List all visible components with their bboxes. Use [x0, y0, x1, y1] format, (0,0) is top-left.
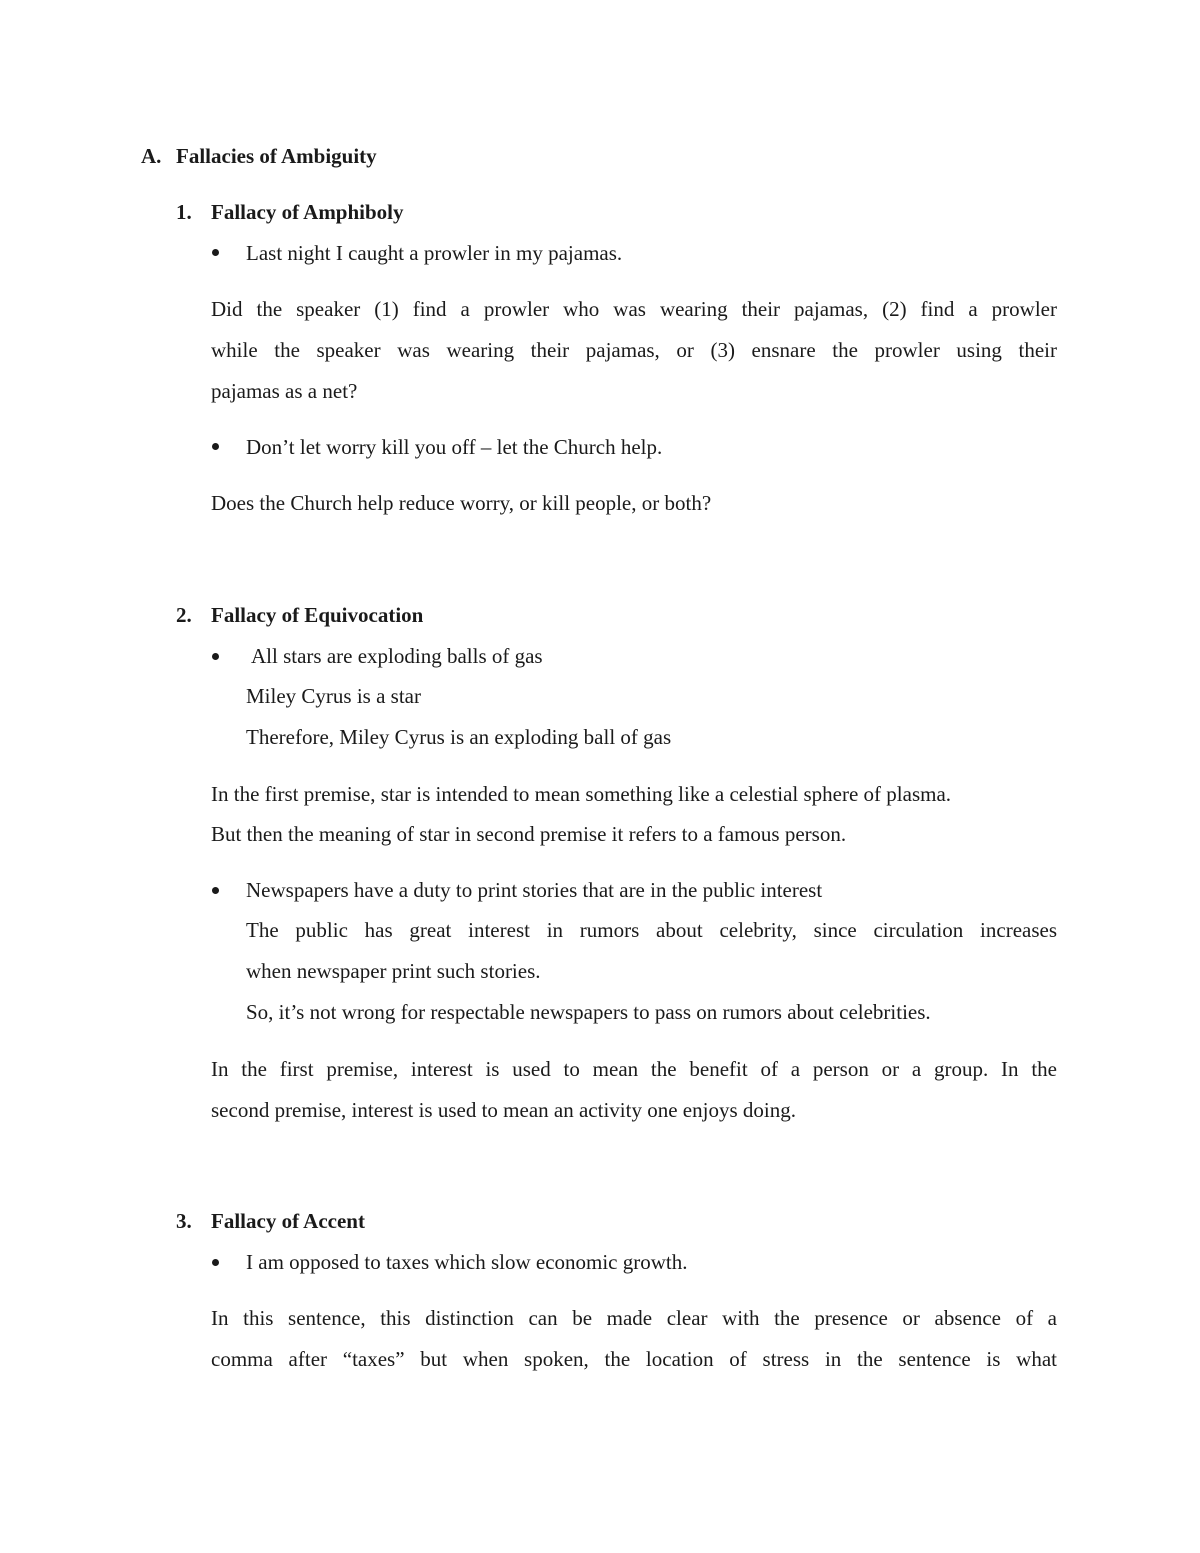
subsection-title: Fallacy of Equivocation [211, 603, 424, 627]
explanation-line: while the speaker was wearing their pajamas, or (3) ensnare the prowler using their [211, 338, 1057, 362]
example-text: Last night I caught a prowler in my pajamas. [246, 241, 623, 265]
explanation-line: In the first premise, interest is used to mean the benefit of a person or a group. In the [211, 1057, 1057, 1081]
example-text: All stars are exploding balls of gas [251, 644, 543, 668]
bullet-icon [212, 443, 219, 450]
explanation-line: In this sentence, this distinction can be made clear with the presence or absence of a [211, 1306, 1057, 1330]
section-letter: A. [141, 144, 162, 168]
example-text: Newspapers have a duty to print stories that are in the public interest [246, 878, 823, 902]
explanation-line: pajamas as a net? [211, 379, 358, 403]
explanation-line: Did the speaker (1) find a prowler who was wearing their pajamas, (2) find a prowler [211, 297, 1057, 321]
section-title: Fallacies of Ambiguity [176, 144, 377, 168]
bullet-icon [212, 1259, 219, 1266]
bullet-icon [212, 249, 219, 256]
example-text: So, it’s not wrong for respectable newspapers to pass on rumors about celebrities. [246, 1000, 931, 1024]
bullet-icon [212, 653, 219, 660]
example-text: Don’t let worry kill you off – let the Church help. [246, 435, 663, 459]
example-text: Therefore, Miley Cyrus is an exploding ball of gas [246, 725, 672, 749]
example-text: I am opposed to taxes which slow economic growth. [246, 1250, 688, 1274]
example-text: The public has great interest in rumors about celebrity, since circulation increases [246, 918, 1057, 942]
bullet-icon [212, 887, 219, 894]
explanation-line: In the first premise, star is intended to mean something like a celestial sphere of plasma. [211, 782, 952, 806]
subsection-number: 2. [176, 603, 192, 627]
subsection-title: Fallacy of Accent [211, 1209, 365, 1233]
explanation-line: second premise, interest is used to mean an activity one enjoys doing. [211, 1098, 796, 1122]
example-text: Miley Cyrus is a star [246, 684, 421, 708]
subsection-title: Fallacy of Amphiboly [211, 200, 404, 224]
example-text: when newspaper print such stories. [246, 959, 541, 983]
explanation-line: comma after “taxes” but when spoken, the location of stress in the sentence is what [211, 1347, 1057, 1371]
explanation-line: But then the meaning of star in second premise it refers to a famous person. [211, 822, 847, 846]
explanation-line: Does the Church help reduce worry, or kill people, or both? [211, 491, 712, 515]
subsection-number: 1. [176, 200, 192, 224]
subsection-number: 3. [176, 1209, 192, 1233]
